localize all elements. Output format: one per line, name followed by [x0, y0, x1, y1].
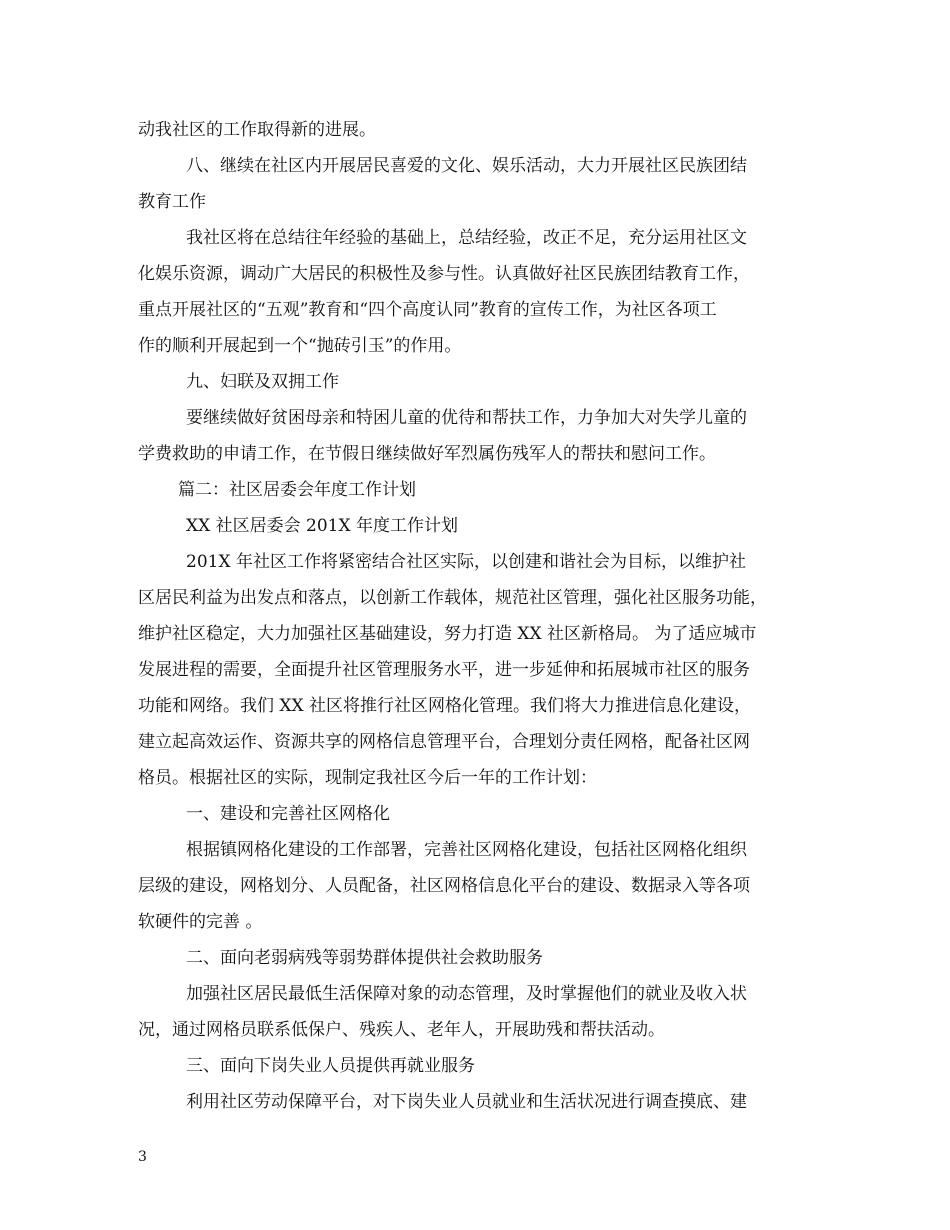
section-heading: 九、妇联及双拥工作 — [186, 372, 339, 392]
text-line: 况，通过网格员联系低保户、残疾人、老年人，开展助残和帮扶活动。 — [138, 1020, 665, 1040]
text-line: 化娱乐资源，调动广大居民的积极性及参与性。认真做好社区民族团结教育工作， — [138, 264, 750, 284]
section-heading: 一、建设和完善社区网格化 — [186, 804, 390, 824]
plan-title: XX 社区居委会 201X 年度工作计划 — [186, 516, 458, 536]
text-line: 重点开展社区的“五观”教育和“四个高度认同”教育的宣传工作，为社区各项工 — [138, 300, 717, 320]
text-line: 动我社区的工作取得新的进展。 — [138, 120, 376, 140]
text-line: 201X 年社区工作将紧密结合社区实际，以创建和谐社会为目标，以维护社 — [186, 552, 746, 572]
text-line: 利用社区劳动保障平台，对下岗失业人员就业和生活状况进行调查摸底、建 — [186, 1092, 747, 1112]
text-line: 我社区将在总结往年经验的基础上，总结经验，改正不足，充分运用社区文 — [186, 228, 747, 248]
section-heading: 二、面向老弱病残等弱势群体提供社会救助服务 — [186, 948, 543, 968]
text-line: 软硬件的完善 。 — [138, 912, 263, 932]
section-heading: 三、面向下岗失业人员提供再就业服务 — [186, 1056, 475, 1076]
text-line: 根据镇网格化建设的工作部署，完善社区网格化建设，包括社区网格化组织 — [186, 840, 747, 860]
text-line: 作的顺利开展起到一个“抛砖引玉”的作用。 — [138, 336, 462, 356]
page-number: 3 — [138, 1149, 147, 1165]
text-line: 格员。根据社区的实际，现制定我社区今后一年的工作计划： — [138, 768, 597, 788]
text-line: 层级的建设，网格划分、人员配备，社区网格信息化平台的建设、数据录入等各项 — [138, 876, 750, 896]
text-line: 学费救助的申请工作，在节假日继续做好军烈属伤残军人的帮扶和慰问工作。 — [138, 444, 716, 464]
text-line: 维护社区稳定，大力加强社区基础建设，努力打造 XX 社区新格局。 为了适应城市 — [138, 624, 757, 644]
text-line: 功能和网络。我们 XX 社区将推行社区网格化管理。我们将大力推进信息化建设， — [138, 696, 752, 716]
section-heading: 八、继续在社区内开展居民喜爱的文化、娱乐活动，大力开展社区民族团结 — [186, 156, 747, 176]
text-line: 区居民利益为出发点和落点，以创新工作载体，规范社区管理，强化社区服务功能， — [138, 588, 767, 608]
text-line: 要继续做好贫困母亲和特困儿童的优待和帮扶工作，力争加大对失学儿童的 — [186, 408, 747, 428]
chapter-title: 篇二：社区居委会年度工作计划 — [178, 480, 416, 500]
text-line: 发展进程的需要，全面提升社区管理服务水平，进一步延伸和拓展城市社区的服务 — [138, 660, 750, 680]
text-line: 建立起高效运作、资源共享的网格信息管理平台，合理划分责任网格，配备社区网 — [138, 732, 750, 752]
text-line: 加强社区居民最低生活保障对象的动态管理，及时掌握他们的就业及收入状 — [186, 984, 747, 1004]
section-heading-continued: 教育工作 — [138, 192, 206, 212]
